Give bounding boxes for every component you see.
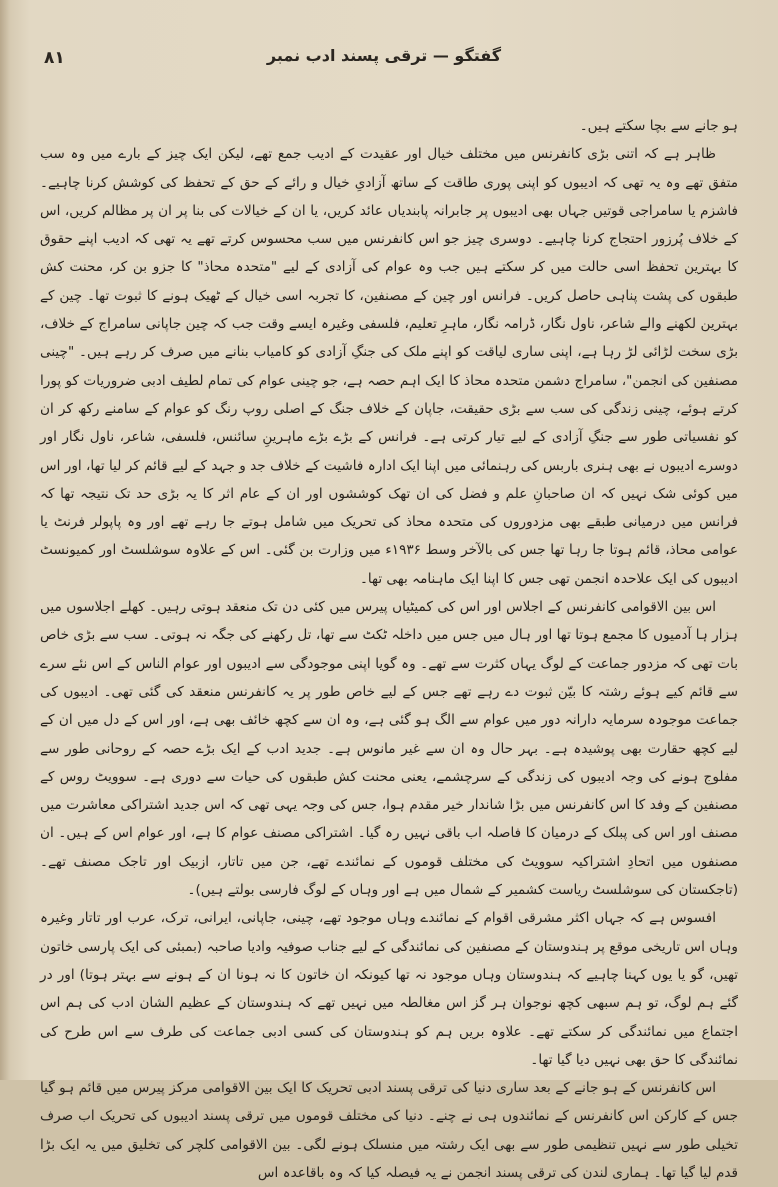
body-text	[40, 112, 738, 1181]
paragraph-conference-ideas: ظاہر ہے کہ اتنی بڑی کانفرنس میں مختلف خیال اور عقیدت کے ادیب جمع تھے، لیکن ایک چیز کے بارے میں وہ سب متفق تھے وہ یہ تھی کہ ادیبوں کو اپنی پوری طاقت کے ساتھ آزادیِ خیال و رائے کے حق کے تحفظ کی کوشش کرنا چاہیے۔ فاشزم یا سامراجی قوتیں جہاں بھی ادیبوں پر جابرانہ پابندیاں عائد کریں، یا ان کے خیالات کی بنا پر ان پر مظالم کریں، اس کے خلاف پُرزور احتجاج کرنا چاہیے۔ دوسری چیز جو اس کانفرنس میں سب محسوس کرتے تھے یہ تھی کہ ادیب اپنے حقوق کا بہترین تحفظ اسی حالت میں کر سکتے ہیں جب وہ عوام کی آزادی کے لیے "متحدہ محاذ" کا جزو بن کر، محنت کش طبقوں کی پشت پناہی حاصل کریں۔ فرانس اور چین کے مصنفین، کا تجربہ اسی خیال کے ٹھیک ہونے کا ثبوت تھا۔ چین کے بہترین لکھنے والے شاعر، ناول نگار، ڈرامہ نگار، ماہرِ تعلیم، فلسفی وغیرہ ایسے وقت جب کہ چین جاپانی سامراج کے خلاف، بڑی سخت لڑائی لڑ رہا ہے، اپنی ساری لیاقت کو اپنے ملک کی جنگِ آزادی کو کامیاب بنانے میں صرف کر رہے ہیں۔ "چینی مصنفین کی انجمن"، سامراج دشمن متحدہ محاذ کا ایک اہم حصہ ہے، جو چینی عوام کی تمام لطیف ادبی ضروریات کو پورا کرتے ہوئے، چینی زندگی کی سب سے بڑی حقیقت، جاپان کے خلاف جنگ کے اصلی روپ رنگ کو عوام کے سامنے رکھ کر ان کو نفسیاتی طور سے جنگِ آزادی کے لیے تیار کرتی ہے۔ فرانس کے بڑے بڑے ماہرینِ سائنس، فلسفی، شاعر، ناول نگار اور دوسرے ادیبوں نے بھی ہنری باربس کی رہنمائی میں اپنا ایک ادارہ فاشیت کے خلاف جد و جہد کے لیے قائم کر لیا تھا، اور اس میں کوئی شک نہیں کہ ان صاحبانِ علم و فضل کی ان تھک کوششوں اور ان کے عام اثر کا یہ بڑی حد تک نتیجہ تھا کہ فرانس میں درمیانی طبقے بھی مزدوروں کی متحدہ محاذ کی تحریک میں شامل ہوتے جا رہے تھے اور وہ پاپولر فرنٹ یا عوامی محاذ، قائم ہوتا جا رہا تھا جس کی بالآخر وسط ۱۹۳۶ء میں وزارت بن گئی۔ اس کے علاوہ سوشلسٹ اور کمیونسٹ ادیبوں کی ایک علاحدہ انجمن تھی جس کا اپنا ایک ماہنامہ بھی تھا۔	[40, 146, 738, 587]
page-number: ۸۱	[44, 48, 65, 68]
page-header	[30, 44, 738, 74]
paragraph-continuation: ہو جانے سے بچا سکتے ہیں۔	[579, 118, 738, 134]
paragraph-international-centre: اس کانفرنس کے ہو جانے کے بعد ساری دنیا کی ترقی پسند ادبی تحریک کا ایک بین الاقوامی مرکز پیرس میں قائم ہو گیا جس کے کارکن اس کانفرنس کے نمائندوں ہی نے چنے۔ دنیا کی مختلف قوموں میں ترقی پسند ادیبوں کی تحریک اب صرف تخیلی طور سے نہیں تنظیمی طور سے بھی ایک رشتہ میں منسلک ہونے لگی۔ بین الاقوامی کلچر کی تخلیق میں یہ ایک بڑا قدم لیا گیا تھا۔ ہماری لندن کی ترقی پسند انجمن نے یہ فیصلہ کیا کہ وہ باقاعدہ اس	[40, 1080, 738, 1181]
paragraph-india-representation: افسوس ہے کہ جہاں اکثر مشرقی اقوام کے نمائندے وہاں موجود تھے، چینی، جاپانی، ایرانی، ترک، عرب اور تاتار وغیرہ وہاں اس تاریخی موقع پر ہندوستان کے مصنفین کی نمائندگی کے لیے جناب صوفیہ وادیا صاحبہ (بمبئی کی ایک پارسی خاتون تھیں، گو یا یوں کہنا چاہیے کہ ہندوستان وہاں موجود نہ تھا کیونکہ ان خاتون کا نہ ہونا ان کے ہونے سے بہتر ہوتا) اور در گئے ہم لوگ، تو ہم سبھی کچھ نوجوان ہر گز اس مغالطہ میں نہیں تھے کہ ہندوستان کے عظیم الشان ادب کی ہم اس اجتماع میں نمائندگی کر سکتے تھے۔ علاوہ بریں ہم کو ہندوستان کی کسی ادبی جماعت کی طرف سے اس طرح کی نمائندگی کا حق بھی نہیں دیا گیا تھا۔	[40, 910, 738, 1068]
running-head: گفتگو — ترقی پسند ادب نمبر	[266, 46, 502, 65]
paragraph-paris-sessions: اس بین الاقوامی کانفرنس کے اجلاس اور اس کی کمیٹیاں پیرس میں کئی دن تک منعقد ہوتی رہیں۔ کھلے اجلاسوں میں ہزار ہا آدمیوں کا مجمع ہوتا تھا اور ہال میں جس میں داخلہ ٹکٹ سے تھا، تل رکھنے کی جگہ نہ ہوتی۔ سب سے بڑی خاص بات تھی کہ مزدور جماعت کے لوگ یہاں کثرت سے تھے۔ وہ گویا اپنی موجودگی سے ادیبوں اور عوام الناس کے اس نئے سرے سے قائم کیے ہوئے رشتہ کا بیّن ثبوت دے رہے تھے جس کے لیے خاص طور پر یہ کانفرنس منعقد کی گئی تھی۔ ادیبوں کی جماعت موجودہ سرمایہ دارانہ دور میں عوام سے الگ ہو گئی ہے، وہ ان سے کچھ خائف بھی ہے، اور اس کے دل میں ان کے لیے کچھ حقارت بھی پوشیدہ ہے۔ بہر حال وہ ان سے غیر مانوس ہے۔ جدید ادب کے ایک بڑے حصہ کے روحانی طور سے مفلوج ہونے کی وجہ ادیبوں کی زندگی کے سرچشمے، یعنی محنت کش طبقوں کی حیات سے دوری ہے۔ سوویٹ روس کے مصنفین کے وفد کا اس کانفرنس میں بڑا شاندار خیر مقدم ہوا، جس کی وجہ یہی تھی کہ اس جدید اشتراکی معاشرت میں مصنف اور اس کی پبلک کے درمیان کا فاصلہ اب باقی نہیں رہ گیا۔ اشتراکی مصنف عوام کا ہے، اور عوام اس کے ہیں۔ ان مصنفوں میں اتحادِ اشتراکیہ سوویٹ کی مختلف قوموں کے نمائندے تھے، جن میں تاتار، ازبیک اور تاجک مصنف تھے۔ (تاجکستان کی سوشلسٹ ریاست کشمیر کے شمال میں ہے اور وہاں کے لوگ فارسی بولتے ہیں)۔	[40, 599, 738, 899]
